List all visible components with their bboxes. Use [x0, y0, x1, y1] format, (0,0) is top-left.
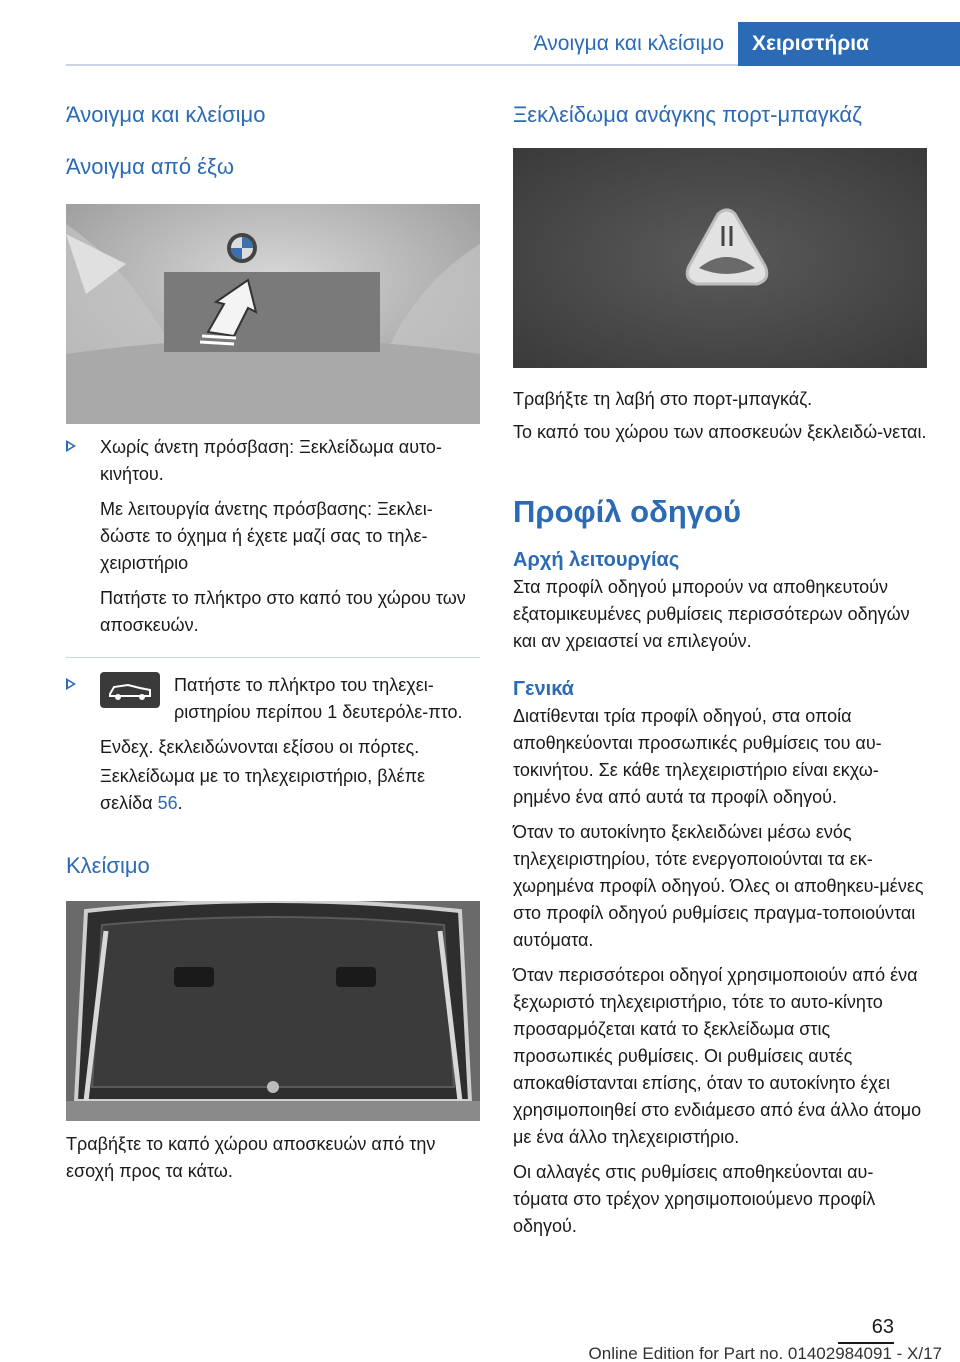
list-item	[66, 434, 480, 639]
general-text-3: Όταν περισσότεροι οδηγοί χρησιμοποιούν από ένα ξεχωριστό τηλεχειριστήριο, τότε το αυτο-κίνητο προσαρμόζεται κατά το ξεκλείδωμα στις προσωπικές ρυθμίσεις. Οι ρυθμίσεις αυτές αποκαθίστανται επίσης, όταν το αυτοκίνητο έχει χρησιμοποιηθεί στο ενδιάμεσο από ένα άλλο άτομο με ένα άλλο τηλεχειριστήριο.	[513, 965, 922, 1147]
emergency-text-1: Τραβήξτε τη λαβή στο πορτ-μπαγκάζ.	[513, 389, 813, 409]
bullet-triangle-icon	[66, 440, 76, 452]
principle-text: Στα προφίλ οδηγού μπορούν να αποθηκευτούν εξατομικευμένες ρυθμίσεις περισσότερων οδηγών και αν χρειαστεί να επιλεγούν.	[513, 577, 910, 651]
right-column	[513, 100, 927, 1240]
section-title: Άνοιγμα και κλείσιμο	[66, 102, 266, 127]
list-item	[66, 672, 480, 817]
edition-watermark: Online Edition for Part no. 01402984091 - X/17	[588, 1344, 942, 1362]
remote-trunk-button-icon	[100, 672, 160, 708]
page-footer	[0, 1316, 960, 1362]
bullet2-text2: Ενδεχ. ξεκλειδώνονται εξίσου οι πόρτες.	[100, 737, 420, 757]
general-text-2: Όταν το αυτοκίνητο ξεκλειδώνει μέσω ενός τηλεχειριστηρίου, τότε ενεργοποιούνται τα εκ-χωρημένα προφίλ οδηγού. Όλες οι αποθηκευ-μένες στο προφίλ οδηγού ρυθμίσεις πραγμα-τοποιούνται αυτόματα.	[513, 822, 924, 950]
bullet2-text3-prefix: Ξεκλείδωμα με το τηλεχειριστήριο, βλέπε σελίδα	[100, 766, 426, 813]
instruction-list	[66, 434, 480, 817]
general-text-1: Διατίθενται τρία προφίλ οδηγού, στα οποία αποθηκεύονται προσωπικές ρυθμίσεις του αυ-τοκινήτου. Σε κάθε τηλεχειριστήριο είναι εκχω-ρημένο ένα από αυτά τα προφίλ οδηγού.	[513, 706, 882, 807]
bullet2-text3-suffix: .	[177, 793, 183, 813]
figure-emergency-handle	[513, 148, 927, 368]
subsection-close: Κλείσιμο	[66, 853, 150, 878]
general-title: Γενικά	[513, 678, 574, 700]
emergency-handle-illustration	[513, 148, 927, 368]
principle-title: Αρχή λειτουργίας	[513, 549, 680, 571]
header-section-title: Άνοιγμα και κλείσιμο	[533, 32, 724, 55]
general-text-4: Οι αλλαγές στις ρυθμίσεις αποθηκεύονται αυ-τόματα στο τρέχον χρησιμοποιούμενο προφίλ οδηγού.	[513, 1162, 876, 1236]
bullet2-text3	[100, 763, 480, 817]
bullet2-text1: Πατήστε το πλήκτρο του τηλεχει-ριστηρίου περίπου 1 δευτερόλε-πτο.	[174, 675, 463, 722]
header-chapter-tab: Χειριστήρια	[738, 22, 960, 66]
bullet1-text3: Πατήστε το πλήκτρο στο καπό του χώρου των αποσκευών.	[100, 588, 466, 635]
page-number: 63	[871, 1316, 894, 1338]
header-section-bar	[66, 22, 738, 66]
close-instruction-text: Τραβήξτε το καπό χώρου αποσκευών από την εσοχή προς τα κάτω.	[66, 1134, 436, 1181]
figure-trunk-button	[66, 204, 480, 424]
emergency-text-2: Το καπό του χώρου των αποσκευών ξεκλειδώ-νεται.	[513, 422, 927, 442]
bullet-triangle-icon	[66, 678, 76, 690]
list-divider	[66, 657, 480, 658]
left-column	[66, 100, 480, 1185]
subsection-open-outside: Άνοιγμα από έξω	[66, 154, 234, 179]
trunk-button-illustration	[66, 204, 480, 424]
trunk-interior-illustration	[66, 901, 480, 1121]
bullet1-text2: Με λειτουργία άνετης πρόσβασης: Ξεκλει-δώστε το όχημα ή έχετε μαζί σας το τηλε-χειριστήριο	[100, 499, 433, 573]
page-header	[0, 0, 960, 66]
page-reference-link[interactable]: 56	[157, 793, 178, 813]
figure-trunk-close	[66, 901, 480, 1121]
emergency-release-title: Ξεκλείδωμα ανάγκης πορτ-μπαγκάζ	[513, 102, 862, 127]
driver-profile-title: Προφίλ οδηγού	[513, 494, 742, 529]
bullet1-text1: Χωρίς άνετη πρόσβαση: Ξεκλείδωμα αυτο-κινήτου.	[100, 437, 442, 484]
